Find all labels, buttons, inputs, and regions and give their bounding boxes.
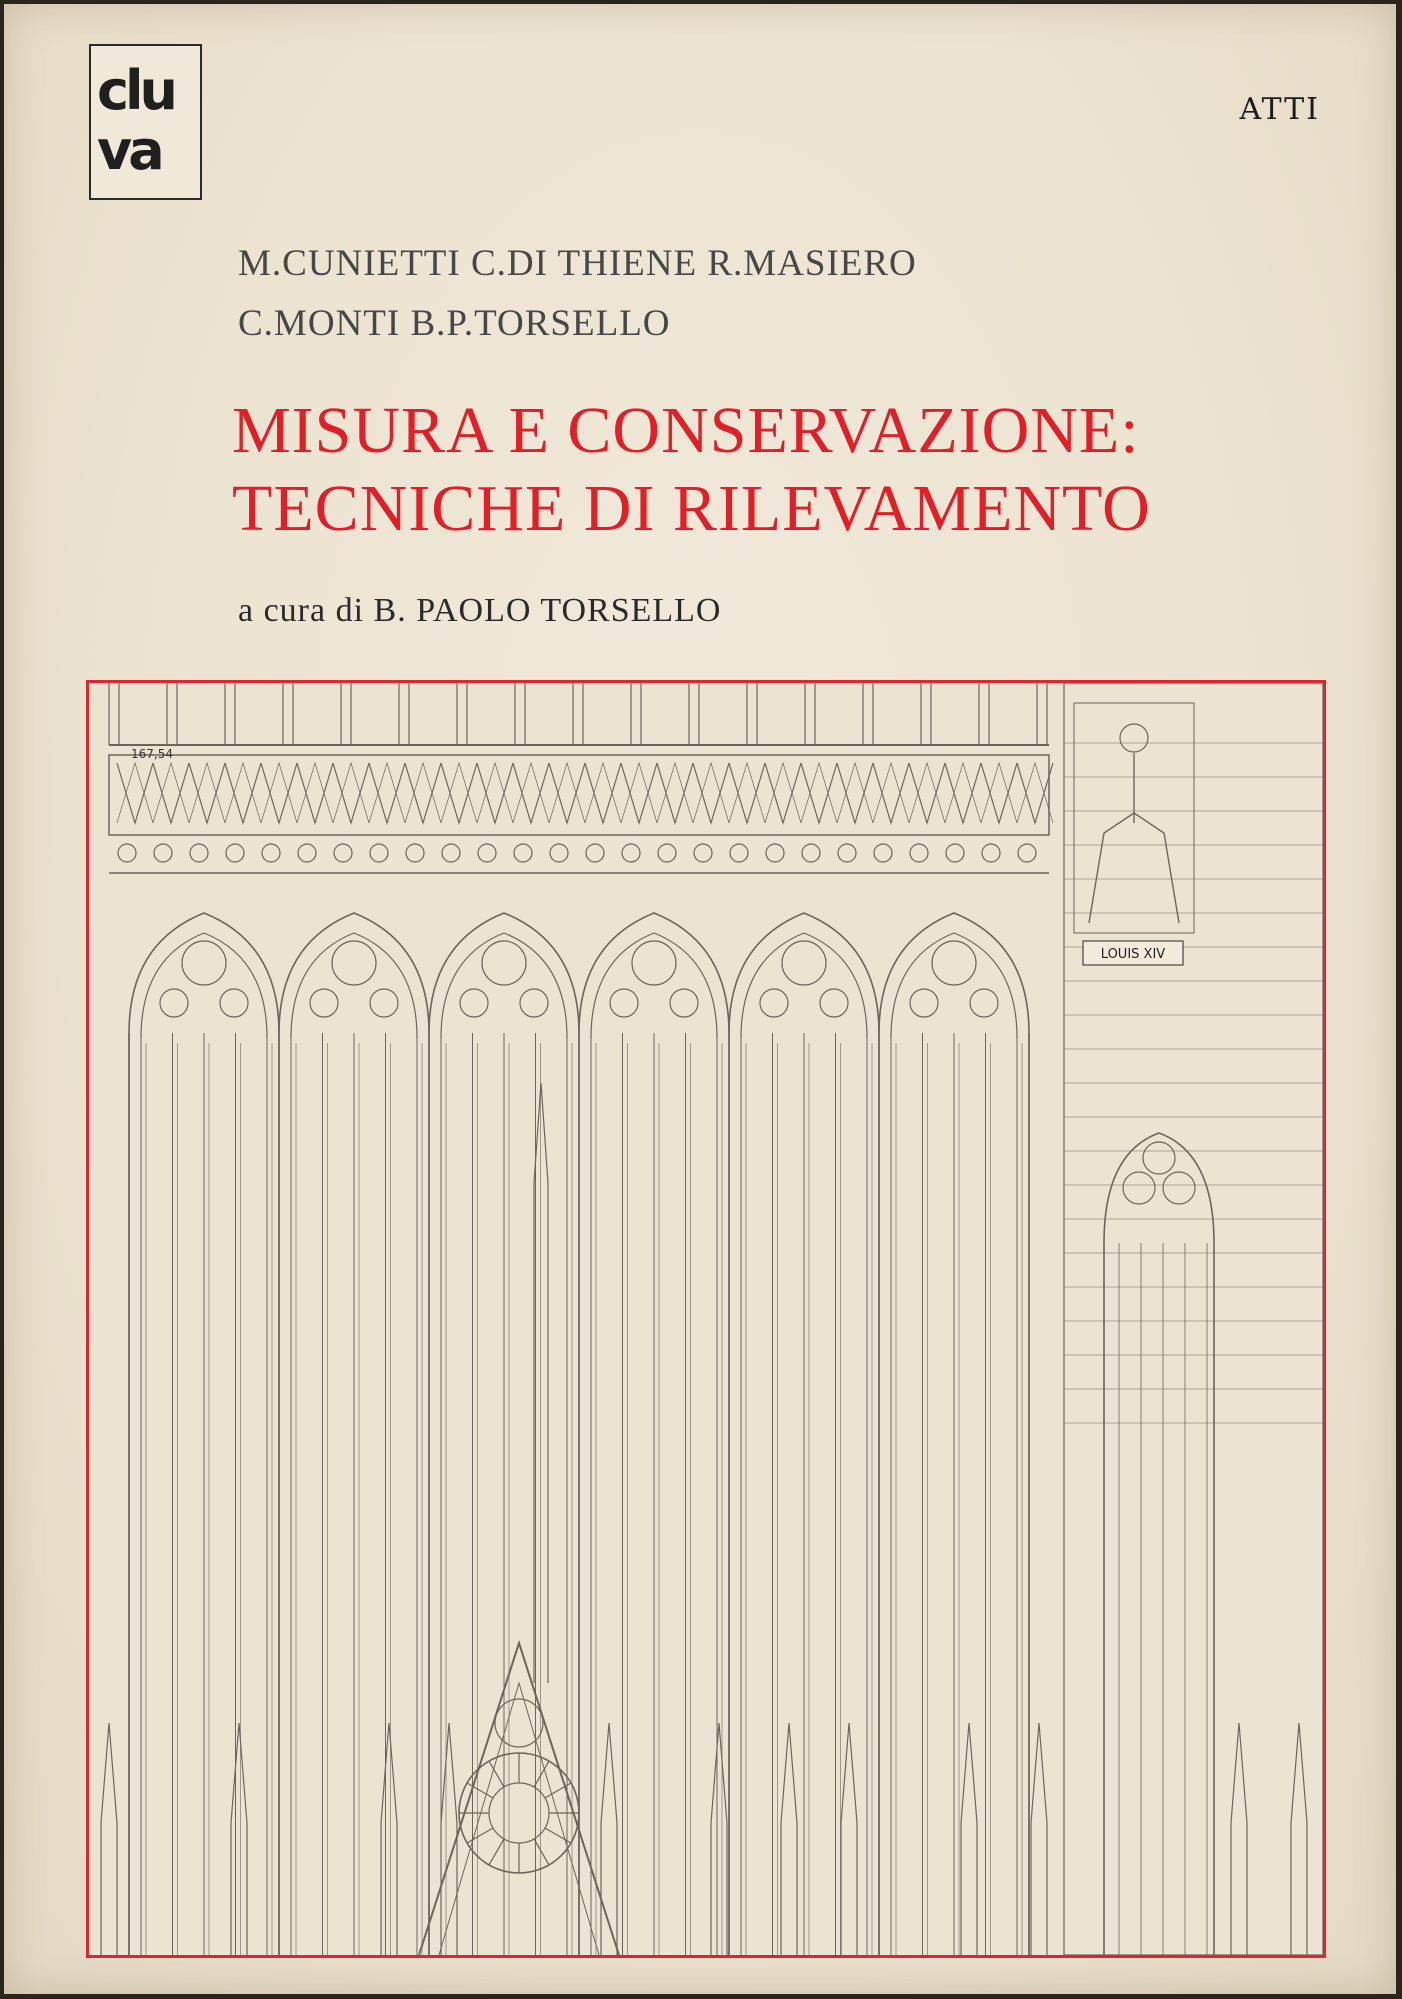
publisher-logo-line-1: clu bbox=[97, 59, 174, 122]
cover-illustration-frame bbox=[86, 680, 1326, 1958]
authors-line-1: M.CUNIETTI C.DI THIENE R.MASIERO bbox=[238, 243, 917, 284]
publisher-logo-line-2: va bbox=[97, 119, 161, 182]
publisher-logo bbox=[89, 44, 202, 200]
book-cover bbox=[4, 4, 1396, 1994]
dimension-label: 167,54 bbox=[131, 747, 173, 761]
editor-line: a cura di B. PAOLO TORSELLO bbox=[238, 592, 722, 629]
series-label: ATTI bbox=[1239, 92, 1320, 127]
title-line-1: MISURA E CONSERVAZIONE: bbox=[232, 394, 1140, 467]
title-line-2: TECNICHE DI RILEVAMENTO bbox=[232, 472, 1151, 545]
authors-line-2: C.MONTI B.P.TORSELLO bbox=[238, 303, 671, 344]
cathedral-facade-drawing bbox=[89, 683, 1323, 1955]
plaque-label: LOUIS XIV bbox=[1100, 947, 1166, 962]
